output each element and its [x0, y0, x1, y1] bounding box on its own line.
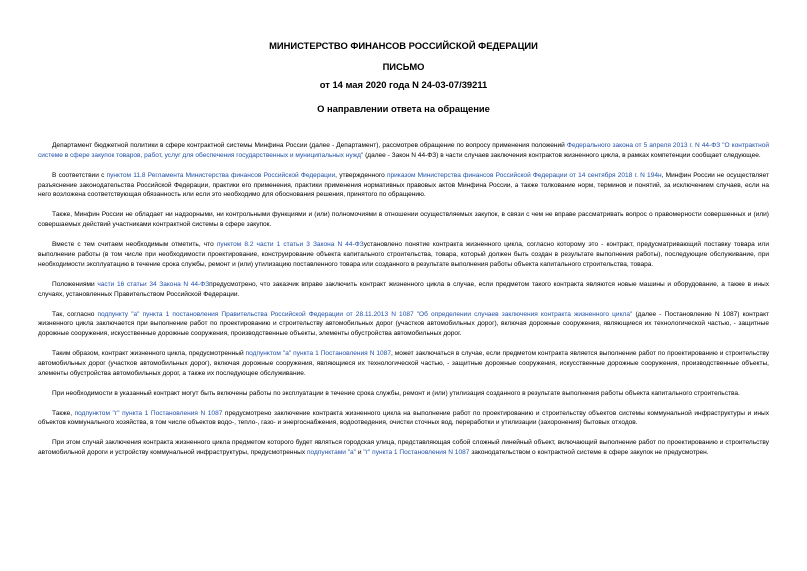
- paragraph-text: В соответствии с: [52, 171, 107, 179]
- paragraph: [38, 389, 769, 399]
- paragraph: [38, 438, 769, 458]
- legal-reference-link[interactable]: подпункту "а" пункта 1 постановления Правительства Российской Федерации от 28.11.2013 N 1087 "Об определении случаев заключения контракта жизненного цикла": [97, 310, 633, 318]
- document-type: ПИСЬМО: [382, 61, 425, 72]
- legal-reference-link[interactable]: пунктом 8.2 части 1 статьи 3 Закона N 44-ФЗ: [216, 241, 364, 249]
- paragraph-text: , утвержденного: [335, 171, 387, 179]
- document-date-number: от 14 мая 2020 года N 24-03-07/39211: [319, 79, 488, 90]
- paragraph-text: При необходимости в указанный контракт могут быть включены работы по эксплуатации в течение срока службы, ремонт и (или) утилизация созданного в результате выполнения работы объекта капитального строительства.: [52, 389, 740, 397]
- legal-reference-link[interactable]: подпунктом "а" пункта 1 Постановления N 1087: [245, 350, 391, 358]
- paragraph-text: (далее - Постановление N 1087) контракт жизненного цикла заключается при выполнение работ по проектированию и строительству автомобильных дорог (участков автомобильных дорог), включая дорожные сооружения, являющиеся их технологической частью, - защитные дорожные сооружения, искусственные дорожные сооружения, производственные объекты, элементы обустройства автомобильных дорог.: [38, 310, 770, 338]
- paragraph: [38, 141, 769, 161]
- paragraph-text: При этом случай заключения контракта жизненного цикла предметом которого будет являться городская улица, представляющая собой сложный линейный объект, включающий выполнение работ по проектированию и строительству автомобильной дороги и устройству коммунальной инфраструктуры, предусмотренных: [38, 439, 769, 457]
- paragraph-text: , Минфин России не осуществляет разъяснение законодательства Российской Федерации, практики его применения, практики применения нормативных правовых актов Минфина России, а также толкование норм, терминов и понятий, за исключением случаев, если на него возложена соответствующая обязанность или если это необходимо для обоснования решения, принятого по обращению.: [38, 171, 769, 199]
- paragraph-text: Также, Минфин России не обладает ни надзорными, ни контрольными функциями и (или) полномочиями в отношении осуществляемых закупок, в связи с чем не вправе рассматривать вопрос о правомерности совершенных и (или) совершаемых действий участниками контрактной системы в сфере закупок.: [38, 211, 769, 229]
- legal-reference-link[interactable]: приказом Министерства финансов Российской Федерации от 14 сентября 2018 г. N 194н: [386, 171, 662, 179]
- paragraph-text: , может заключаться в случае, если предметом контракта является выполнение работ по проектированию и строительству автомобильных дорог (участков автомобильных дорог), включая дорожные сооружения, являющиеся их технологической частью, - защитные дорожные сооружения, искусственные дорожные сооружения, производственные объекты, элементы обустройства автомобильных дорог, а также их последующее обслуживание.: [38, 350, 769, 377]
- paragraph: [38, 349, 769, 378]
- paragraph-text: Положениями: [52, 280, 98, 288]
- paragraph-text: законодательством о контрактной системе в сфере закупок не предусмотрен.: [469, 449, 709, 457]
- paragraph: [38, 171, 769, 200]
- paragraph: [38, 409, 769, 429]
- document-body: [38, 141, 769, 468]
- paragraph-text: Департамент бюджетной политики в сфере контрактной системы Минфина России (далее - Департамент), рассмотрев обращение по вопросу применения положений: [52, 142, 567, 149]
- legal-reference-link[interactable]: части 16 статьи 34 Закона N 44-ФЗ: [97, 280, 210, 288]
- legal-reference-link[interactable]: подпунктами "а": [306, 449, 357, 457]
- paragraph-text: Также,: [52, 409, 75, 417]
- legal-reference-link[interactable]: "г" пункта 1 Постановления N 1087: [363, 449, 470, 457]
- legal-reference-link[interactable]: пунктом 11.8 Регламента Министерства финансов Российской Федерации: [106, 171, 336, 179]
- paragraph-text: предусмотрено заключение контракта жизненного цикла на выполнение работ по проектированию и строительству объектов системы коммунальной инфраструктуры и иных объектов коммунального хозяйства, в том числе объектов водо-, тепло-, газо- и энергоснабжения, водоотведения, очистки сточных вод, переработки и утилизации (захоронения) бытовых отходов.: [38, 409, 770, 427]
- ministry-heading: МИНИСТЕРСТВО ФИНАНСОВ РОССИЙСКОЙ ФЕДЕРАЦИИ: [269, 40, 538, 51]
- paragraph: [38, 210, 769, 230]
- paragraph-text: Вместе с тем считаем необходимым отметить, что: [52, 241, 217, 249]
- paragraph-text: Таким образом, контракт жизненного цикла, предусмотренный: [52, 350, 246, 358]
- paragraph: [38, 280, 769, 300]
- paragraph-text: предусмотрено, что заказчик вправе заключить контракт жизненного цикла в случае, если предметом такого контракта являются новые машины и оборудование, а также в иных случаях, установленных Правительством Российской Федерации.: [38, 280, 769, 298]
- paragraph-text: и: [356, 449, 364, 457]
- paragraph-text: установлено понятие контракта жизненного цикла, согласно которому это - контракт, предусматривающий поставку товара или выполнение работы (в том числе при необходимости проектирование, конструирование объекта капитального строительства, товара, который должен быть создан в результате выполнения работы), последующие обслуживание, при необходимости эксплуатацию в течение срока службы, ремонт и (или) утилизацию поставленного товара или созданного в результате выполнения работы объекта капитального строительства, товара.: [38, 241, 769, 268]
- legal-reference-link[interactable]: подпунктом "г" пункта 1 Постановления N 1087: [74, 409, 223, 417]
- legal-reference-link[interactable]: Федерального закона от 5 апреля 2013 г. N 44-ФЗ "О контрактной системе в сфере закупок товаров, работ, услуг для обеспечения государственных и муниципальных нужд": [38, 142, 769, 159]
- paragraph: [38, 310, 769, 339]
- paragraph-text: (далее - Закон N 44-ФЗ) в части случаев заключения контрактов жизненного цикла, в рамках компетенции сообщает следующее.: [363, 151, 761, 159]
- paragraph: [38, 240, 769, 269]
- paragraph-text: Так, согласно: [52, 310, 98, 318]
- document-subject: О направлении ответа на обращение: [317, 103, 490, 114]
